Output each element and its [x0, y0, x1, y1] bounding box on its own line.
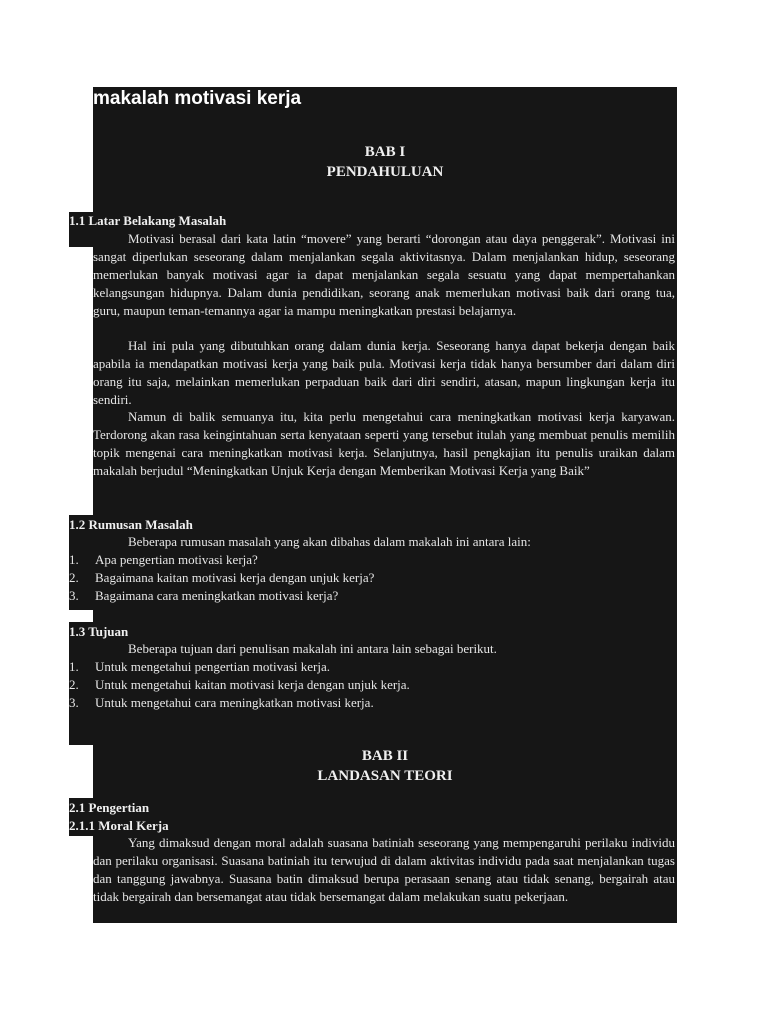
- chapter-title: PENDAHULUAN: [326, 164, 444, 180]
- paragraph: Motivasi berasal dari kata latin “movere” yang berarti “dorongan atau daya penggerak”. Motivasi ini sangat diperlukan seseorang dalam menjalankan segala aktivitasnya. Dalam menjalankan hidup, seseorang memerlukan banyak motivasi agar ia dapat menjalankan segala sesuatu yang dapat mempertahankan kelangsungan hidupnya. Dalam dunia pendidikan, seorang anak memerlukan motivasi baik dari orang tua, guru, maupun teman-temannya agar ia mampu meningkatkan prestasi belajarnya.: [93, 231, 675, 318]
- list-text: Untuk mengetahui pengertian motivasi kerja.: [95, 659, 331, 674]
- paragraph: Yang dimaksud dengan moral adalah suasana batiniah seseorang yang mempengaruhi perilaku individu dan perilaku organisasi. Suasana batiniah itu terwujud di dalam aktivitas individu pada saat menjalankan tugas dan tanggung jawabnya. Suasana batin dimaksud berupa perasaan senang atau tidak senang, bergairah atau tidak bergairah dan bersemangat atau tidak bersemangat dalam melakukan suatu pekerjaan.: [93, 835, 675, 904]
- chapter-title: LANDASAN TEORI: [317, 768, 453, 784]
- list-number: 3.: [69, 587, 79, 603]
- list-item: [69, 587, 669, 605]
- goal-list: [69, 658, 669, 712]
- list-text: Bagaimana kaitan motivasi kerja dengan unjuk kerja?: [95, 569, 375, 585]
- paragraph: Beberapa tujuan dari penulisan makalah ini antara lain sebagai berikut.: [128, 641, 497, 656]
- list-item: [69, 676, 669, 694]
- chapter-number: BAB II: [361, 748, 409, 764]
- paragraph: Beberapa rumusan masalah yang akan dibahas dalam makalah ini antara lain:: [128, 534, 531, 549]
- section-heading: 2.1 Pengertian: [69, 800, 150, 815]
- list-number: 1.: [69, 552, 79, 567]
- chapter-number: BAB I: [364, 144, 406, 160]
- document-title: makalah motivasi kerja: [93, 88, 302, 109]
- problem-list: [69, 551, 669, 605]
- list-number: 2.: [69, 676, 79, 692]
- paragraph: Hal ini pula yang dibutuhkan orang dalam dunia kerja. Seseorang hanya dapat bekerja dengan baik apabila ia mendapatkan motivasi kerja yang baik pula. Motivasi kerja tidak hanya bersumber dari dalam diri orang itu saja, melainkan memerlukan perpaduan baik dari diri sendiri, atasan, mapun lingkungan kerja itu sendiri.: [93, 338, 675, 407]
- list-item: [69, 551, 669, 569]
- list-item: [69, 658, 669, 676]
- section-heading: 1.3 Tujuan: [69, 624, 129, 639]
- paragraph: Namun di balik semuanya itu, kita perlu mengetahui cara meningkatkan motivasi kerja karyawan. Terdorong akan rasa keingintahuan serta kenyataan seperti yang tersebut itulah yang membuat penulis memilih topik mengenai cara meningkatkan motivasi kerja. Selanjutnya, hasil pengkajian itu penulis uraikan dalam makalah berjudul “Meningkatkan Unjuk Kerja dengan Memberikan Motivasi Kerja yang Baik”: [93, 409, 675, 478]
- subsection-heading: 2.1.1 Moral Kerja: [69, 818, 169, 833]
- list-text: Apa pengertian motivasi kerja?: [95, 552, 258, 567]
- list-item: [69, 694, 669, 712]
- list-text: Untuk mengetahui kaitan motivasi kerja dengan unjuk kerja.: [95, 676, 410, 692]
- list-number: 2.: [69, 569, 79, 585]
- section-heading: 1.2 Rumusan Masalah: [69, 517, 193, 532]
- list-text: Untuk mengetahui cara meningkatkan motivasi kerja.: [95, 694, 374, 710]
- list-item: [69, 569, 669, 587]
- list-text: Bagaimana cara meningkatkan motivasi kerja?: [95, 587, 339, 603]
- list-number: 1.: [69, 659, 79, 674]
- list-number: 3.: [69, 694, 79, 710]
- section-heading: 1.1 Latar Belakang Masalah: [69, 213, 227, 228]
